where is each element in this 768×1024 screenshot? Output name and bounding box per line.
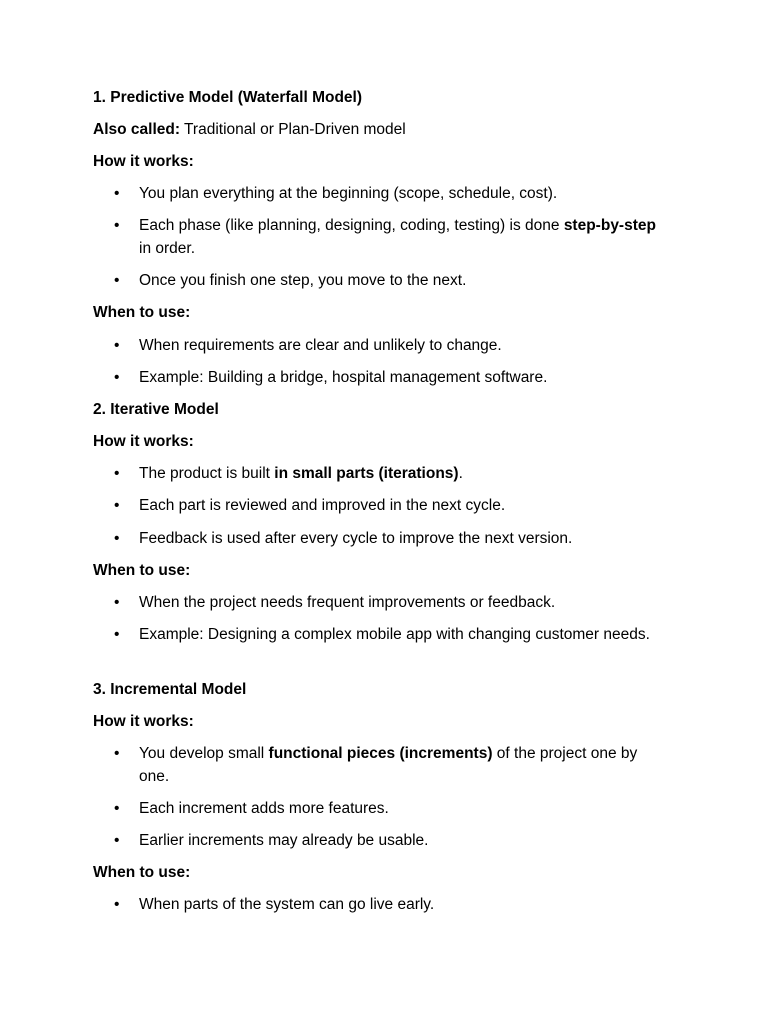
section-3-title: 3. Incremental Model: [93, 681, 247, 698]
bullet-icon: •: [114, 185, 120, 202]
list-item: When requirements are clear and unlikely to change.: [139, 337, 502, 354]
list-item: Each part is reviewed and improved in the next cycle.: [139, 497, 506, 514]
section-1-title: 1. Predictive Model (Waterfall Model): [93, 89, 363, 106]
bullet-icon: •: [114, 626, 120, 643]
also-called-value: Traditional or Plan-Driven model: [180, 121, 406, 138]
bullet-icon: •: [114, 800, 120, 817]
list-item: Earlier increments may already be usable.: [139, 832, 429, 849]
section-1-how-label: How it works:: [93, 153, 194, 170]
bullet-icon: •: [114, 832, 120, 849]
list-item: [139, 462, 669, 485]
bullet-icon: •: [114, 337, 120, 354]
list-item: When the project needs frequent improvements or feedback.: [139, 594, 556, 611]
list-item-text: .: [458, 465, 463, 482]
bullet-icon: •: [114, 369, 120, 386]
section-2-how-label: How it works:: [93, 433, 194, 450]
section-2-when-label: When to use:: [93, 562, 191, 579]
list-item: When parts of the system can go live early.: [139, 896, 435, 913]
section-3-how-label: How it works:: [93, 713, 194, 730]
list-item: [139, 214, 669, 260]
list-item-text: Each phase (like planning, designing, coding, testing) is done: [139, 217, 564, 234]
bullet-icon: •: [114, 217, 120, 234]
list-item: Feedback is used after every cycle to improve the next version.: [139, 530, 573, 547]
list-item: Once you finish one step, you move to the next.: [139, 272, 467, 289]
list-item-text: The product is built: [139, 465, 275, 482]
list-item-bold: in small parts (iterations): [274, 465, 459, 482]
bullet-icon: •: [114, 272, 120, 289]
also-called-label: Also called:: [93, 121, 180, 138]
bullet-icon: •: [114, 896, 120, 913]
section-2-title: 2. Iterative Model: [93, 401, 219, 418]
bullet-icon: •: [114, 594, 120, 611]
bullet-icon: •: [114, 465, 120, 482]
list-item-text: You develop small: [139, 745, 269, 762]
list-item: You plan everything at the beginning (scope, schedule, cost).: [139, 185, 558, 202]
bullet-icon: •: [114, 530, 120, 547]
bullet-icon: •: [114, 745, 120, 762]
bullet-icon: •: [114, 497, 120, 514]
list-item: Example: Designing a complex mobile app with changing customer needs.: [139, 626, 650, 643]
list-item-bold: step-by-step: [563, 217, 656, 234]
list-item: Each increment adds more features.: [139, 800, 389, 817]
section-3-when-label: When to use:: [93, 864, 191, 881]
list-item: Example: Building a bridge, hospital management software.: [139, 369, 548, 386]
list-item: [139, 742, 669, 788]
list-item-text: of the project one by one.: [139, 745, 638, 785]
list-item-bold: functional pieces (increments): [268, 745, 493, 762]
also-called-line: [93, 118, 406, 141]
list-item-text: in order.: [139, 240, 196, 257]
section-1-when-label: When to use:: [93, 304, 191, 321]
